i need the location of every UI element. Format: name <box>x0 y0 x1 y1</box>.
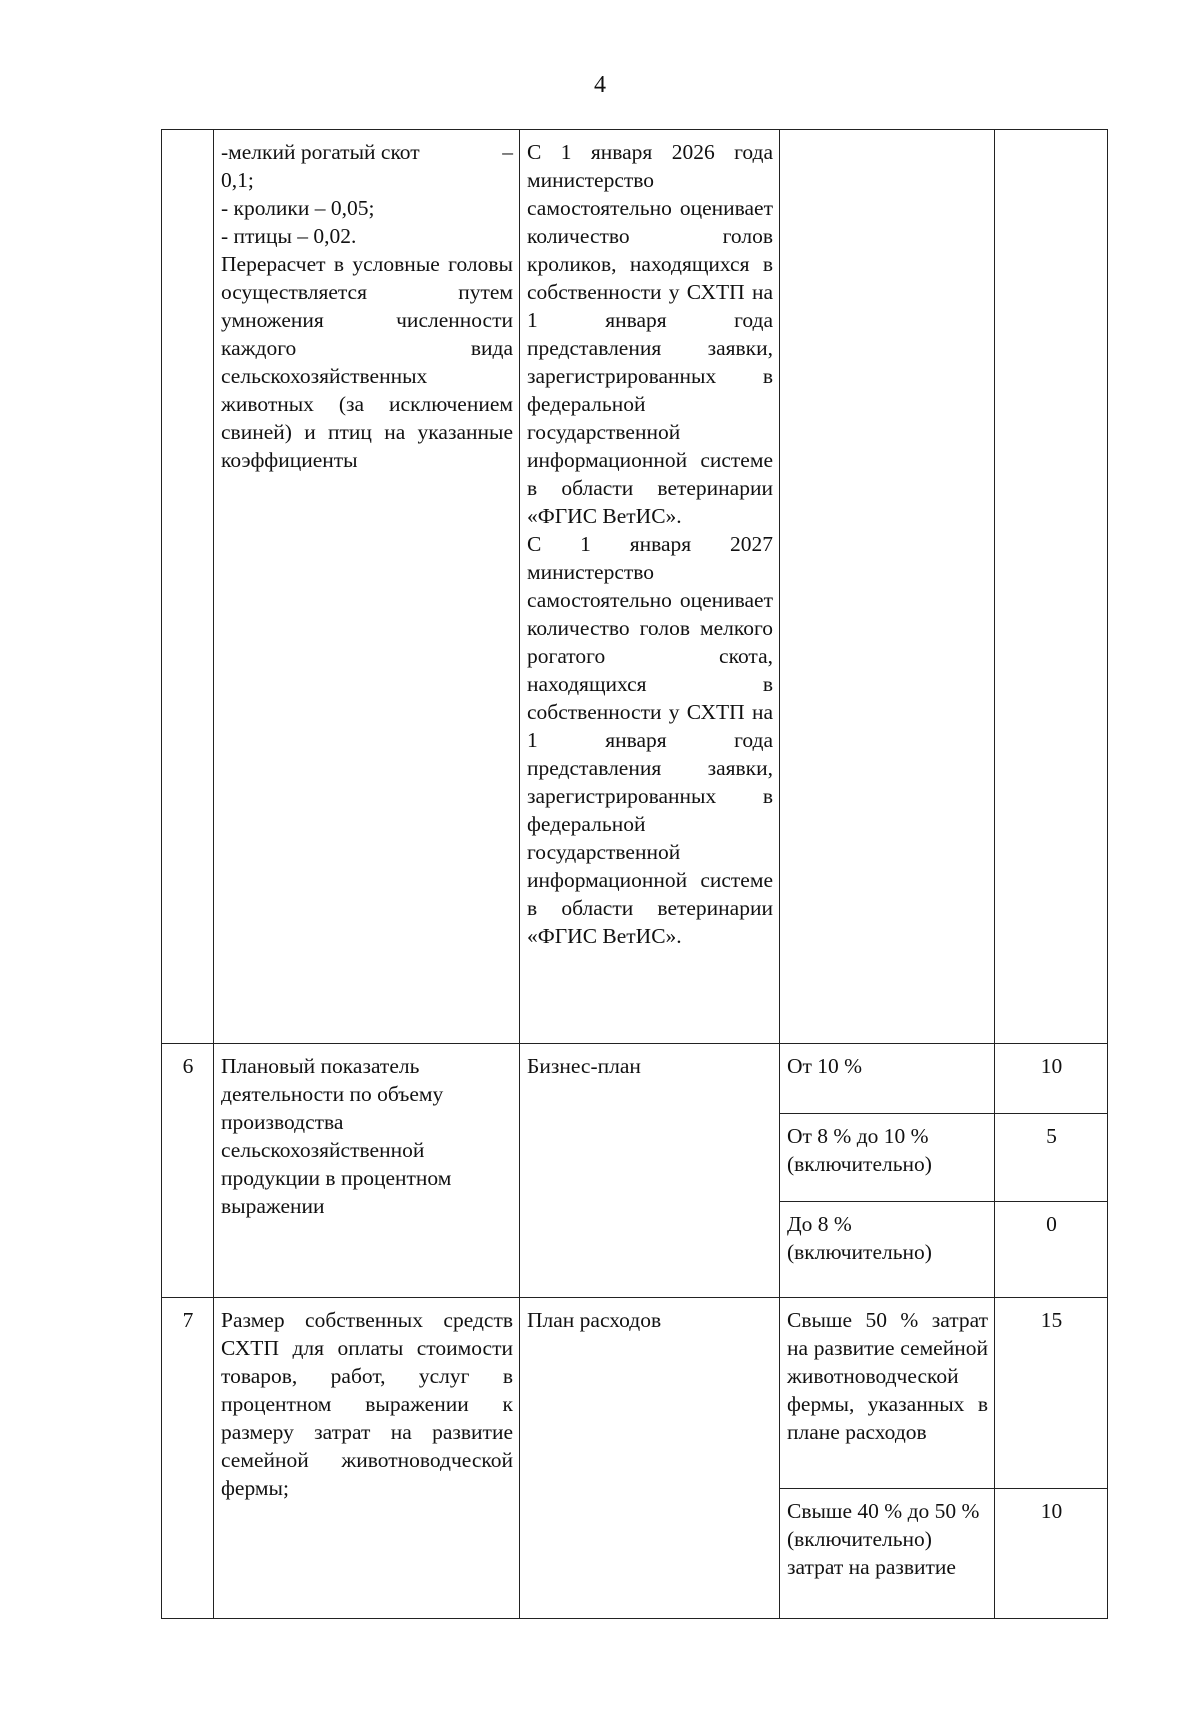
page-number: 4 <box>594 72 606 98</box>
condition-cell: От 10 % <box>780 1044 995 1114</box>
table-row <box>162 130 1108 1044</box>
criterion-cell: Размер собственных средств СХТП для оплаты стоимости товаров, работ, услуг в процентном выражении к размеру затрат на развитие семейной животноводческой фермы; <box>214 1298 520 1619</box>
condition-cell: Свыше 40 % до 50 % (включительно) затрат на развитие <box>780 1489 995 1619</box>
criterion-dash: – <box>502 140 513 164</box>
points-cell: 10 <box>995 1044 1108 1114</box>
criterion-cell: Плановый показатель деятельности по объему производства сельскохозяйственной продукции в процентном выражении <box>214 1044 520 1298</box>
criteria-table <box>161 129 1108 1619</box>
points-cell <box>995 130 1108 1044</box>
condition-cell: От 8 % до 10 % (включительно) <box>780 1114 995 1202</box>
criterion-cell <box>214 130 520 1044</box>
points-cell: 0 <box>995 1202 1108 1298</box>
criterion-line: - птицы – 0,02. <box>221 224 357 248</box>
points-cell: 15 <box>995 1298 1108 1489</box>
source-paragraph: С 1 января 2026 года министерство самостоятельно оценивает количество голов кроликов, находящихся в собственности у СХТП на 1 января года представления заявки, зарегистрированных в федеральной государственной информационной системе в области ветеринарии «ФГИС ВетИС». <box>527 140 773 528</box>
row-number-cell: 6 <box>162 1044 214 1298</box>
row-number-cell <box>162 130 214 1044</box>
source-cell <box>520 130 780 1044</box>
table-row <box>162 1298 1108 1489</box>
condition-cell <box>780 130 995 1044</box>
source-cell: План расходов <box>520 1298 780 1619</box>
criterion-line: - кролики – 0,05; <box>221 196 375 220</box>
condition-cell: Свыше 50 % затрат на развитие семейной животноводческой фермы, указанных в плане расходов <box>780 1298 995 1489</box>
table-row <box>162 1044 1108 1114</box>
points-cell: 5 <box>995 1114 1108 1202</box>
condition-cell: До 8 % (включительно) <box>780 1202 995 1298</box>
criterion-text: Перерасчет в условные головы осуществляется путем умножения численности каждого вида сельскохозяйственных животных (за исключением свиней) и птиц на указанные коэффициенты <box>221 252 513 472</box>
source-cell: Бизнес-план <box>520 1044 780 1298</box>
criterion-line: 0,1; <box>221 168 254 192</box>
criterion-line: -мелкий рогатый скот <box>221 140 420 164</box>
points-cell: 10 <box>995 1489 1108 1619</box>
row-number-cell: 7 <box>162 1298 214 1619</box>
source-paragraph: С 1 января 2027 министерство самостоятельно оценивает количество голов мелкого рогатого скота, находящихся в собственности у СХТП на 1 января года представления заявки, зарегистрированных в федеральной государственной информационной системе в области ветеринарии «ФГИС ВетИС». <box>527 532 773 948</box>
